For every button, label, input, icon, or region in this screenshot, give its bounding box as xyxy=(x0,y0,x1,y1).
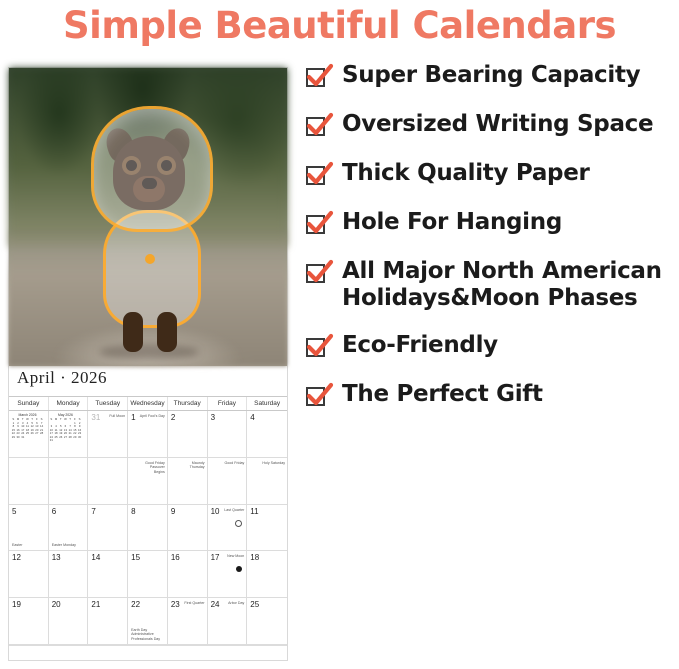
calendar-day-cell xyxy=(128,505,168,552)
day-number: 2 xyxy=(170,413,176,422)
day-event-note: First Quarter xyxy=(184,601,205,606)
day-event-note: April Fool's Day xyxy=(139,414,165,418)
day-number: 11 xyxy=(250,506,259,516)
feature-item xyxy=(306,258,676,311)
check-icon xyxy=(306,213,330,237)
calendar-day-cell xyxy=(49,411,89,458)
feature-item xyxy=(306,62,676,90)
day-number: 10 xyxy=(210,506,220,516)
feature-item xyxy=(306,111,676,139)
calendar-day-cell xyxy=(49,551,89,598)
calendar-day-cell xyxy=(247,505,287,552)
feature-label: Super Bearing Capacity xyxy=(342,62,641,88)
day-number: 5 xyxy=(12,506,17,516)
calendar-day-cell xyxy=(168,645,208,646)
puppy-illustration xyxy=(73,106,223,356)
calendar-product-image xyxy=(8,67,288,661)
day-number: 25 xyxy=(250,600,260,610)
day-event-note: Maundy Thursday xyxy=(189,460,205,470)
day-number: 20 xyxy=(51,600,61,610)
check-icon xyxy=(306,115,330,139)
calendar-day-cell xyxy=(247,598,287,645)
calendar-day-cell xyxy=(49,458,89,505)
check-icon xyxy=(306,262,330,286)
calendar-day-cell xyxy=(247,458,287,505)
calendar-day-cell xyxy=(247,411,287,458)
feature-label: Hole For Hanging xyxy=(342,209,563,235)
calendar-day-cell xyxy=(208,598,248,645)
calendar-day-cell xyxy=(88,505,128,552)
weekday-saturday: Saturday xyxy=(254,400,281,407)
calendar-day-cell xyxy=(208,551,248,598)
calendar-day-cell xyxy=(49,645,89,646)
day-number: 23 xyxy=(170,600,180,610)
mini-month: March 2026 S M T W T F S 1 2 3 4 5 6 7 8 9 10 11 12 13 14 15 16 17 18 19 20 21 22 23 24 25 26 27 28 29 30 31 xyxy=(11,413,44,439)
feature-list xyxy=(306,62,676,430)
calendar-day-cell xyxy=(9,505,49,552)
calendar-day-cell xyxy=(168,458,208,505)
feature-label: Oversized Writing Space xyxy=(342,111,654,137)
day-number: 14 xyxy=(91,553,101,563)
feature-label: Eco-Friendly xyxy=(342,332,498,359)
feature-item xyxy=(306,332,676,360)
day-holiday-note: Easter xyxy=(12,542,23,547)
weekday-wednesday: Wednesday xyxy=(128,397,168,410)
day-number: 3 xyxy=(210,413,216,422)
calendar-day-cell xyxy=(168,598,208,645)
day-event-note: Good Friday xyxy=(224,460,245,465)
check-icon xyxy=(306,336,330,360)
calendar-day-cell xyxy=(208,458,248,505)
calendar-day-cell xyxy=(9,645,49,646)
day-number: 18 xyxy=(250,553,260,563)
day-number: 9 xyxy=(170,506,176,516)
day-number: 22 xyxy=(131,600,141,610)
calendar-day-cell xyxy=(247,645,287,646)
day-number: 8 xyxy=(131,506,136,516)
calendar-day-cell xyxy=(88,458,128,505)
puppy-photo xyxy=(9,68,287,366)
day-number: 15 xyxy=(131,553,141,563)
calendar-day-cell xyxy=(88,551,128,598)
feature-label: Thick Quality Paper xyxy=(342,160,590,186)
calendar-day-cell xyxy=(49,598,89,645)
day-holiday-note: Earth Day Administrative Professionals Day xyxy=(131,627,161,641)
day-event-note: Last Quarter xyxy=(224,507,245,512)
moon-phase-icon xyxy=(236,566,242,572)
feature-label: The Perfect Gift xyxy=(342,381,543,408)
weekday-friday: Friday xyxy=(208,397,248,410)
day-number: 16 xyxy=(170,553,180,563)
calendar-day-grid xyxy=(9,411,287,646)
day-number: 17 xyxy=(210,553,220,563)
day-event-note: Good Friday Passover Begins xyxy=(145,460,165,474)
day-number: 31 xyxy=(91,413,101,422)
calendar-day-cell xyxy=(88,598,128,645)
calendar-day-cell xyxy=(168,551,208,598)
calendar-weekday-row xyxy=(9,396,287,411)
calendar-day-cell xyxy=(88,645,128,646)
day-event-note: Holy Saturday xyxy=(262,460,285,465)
weekday-tuesday: Tuesday xyxy=(88,397,128,410)
day-number: 19 xyxy=(12,600,21,610)
day-number: 12 xyxy=(12,553,21,563)
calendar-day-cell xyxy=(128,551,168,598)
calendar-day-cell xyxy=(9,598,49,645)
calendar-day-cell xyxy=(128,411,168,458)
calendar-day-cell xyxy=(208,505,248,552)
feature-item xyxy=(306,209,676,237)
page-title: Simple Beautiful Calendars xyxy=(63,4,616,47)
mini-month: May 2026 S M T W T F S 1 2 3 4 5 6 7 8 9 10 11 12 13 14 15 16 17 18 19 20 21 22 23 24 25 26 27 28 29 30 31 xyxy=(49,413,82,443)
mini-month-title: March 2026 xyxy=(18,413,37,417)
day-number: 21 xyxy=(91,600,101,610)
calendar-day-cell xyxy=(9,458,49,505)
calendar-day-cell xyxy=(49,505,89,552)
day-number: 24 xyxy=(210,600,220,610)
weekday-thursday: Thursday xyxy=(168,397,208,410)
calendar-day-cell xyxy=(88,411,128,458)
calendar-day-cell xyxy=(168,411,208,458)
day-number: 1 xyxy=(131,413,136,422)
calendar-day-cell xyxy=(168,505,208,552)
day-event-note: Arbor Day xyxy=(228,601,245,606)
calendar-day-cell xyxy=(128,598,168,645)
mini-month-title: May 2026 xyxy=(58,413,73,417)
calendar-day-cell xyxy=(9,411,82,458)
feature-item xyxy=(306,381,676,409)
calendar-day-cell xyxy=(128,645,168,646)
day-number: 6 xyxy=(51,506,57,516)
feature-item xyxy=(306,160,676,188)
check-icon xyxy=(306,164,330,188)
day-event-note: Full Moon xyxy=(109,414,126,418)
calendar-day-cell xyxy=(128,458,168,505)
feature-label: All Major North American Holidays&Moon Phases xyxy=(342,258,662,311)
day-number: 4 xyxy=(250,413,255,422)
check-icon xyxy=(306,385,330,409)
weekday-sunday: Sunday xyxy=(9,397,49,410)
weekday-monday: Monday xyxy=(49,397,89,410)
calendar-month-label: April · 2026 xyxy=(17,368,108,387)
check-icon xyxy=(306,66,330,90)
day-event-note: New Moon xyxy=(227,554,245,559)
day-number: 7 xyxy=(91,506,96,516)
moon-phase-icon xyxy=(235,520,242,527)
calendar-day-cell xyxy=(208,411,248,458)
calendar-day-cell xyxy=(208,645,248,646)
calendar-day-cell xyxy=(9,551,49,598)
day-holiday-note: Easter Monday xyxy=(51,542,76,547)
day-number: 13 xyxy=(51,553,61,563)
calendar-day-cell xyxy=(247,551,287,598)
